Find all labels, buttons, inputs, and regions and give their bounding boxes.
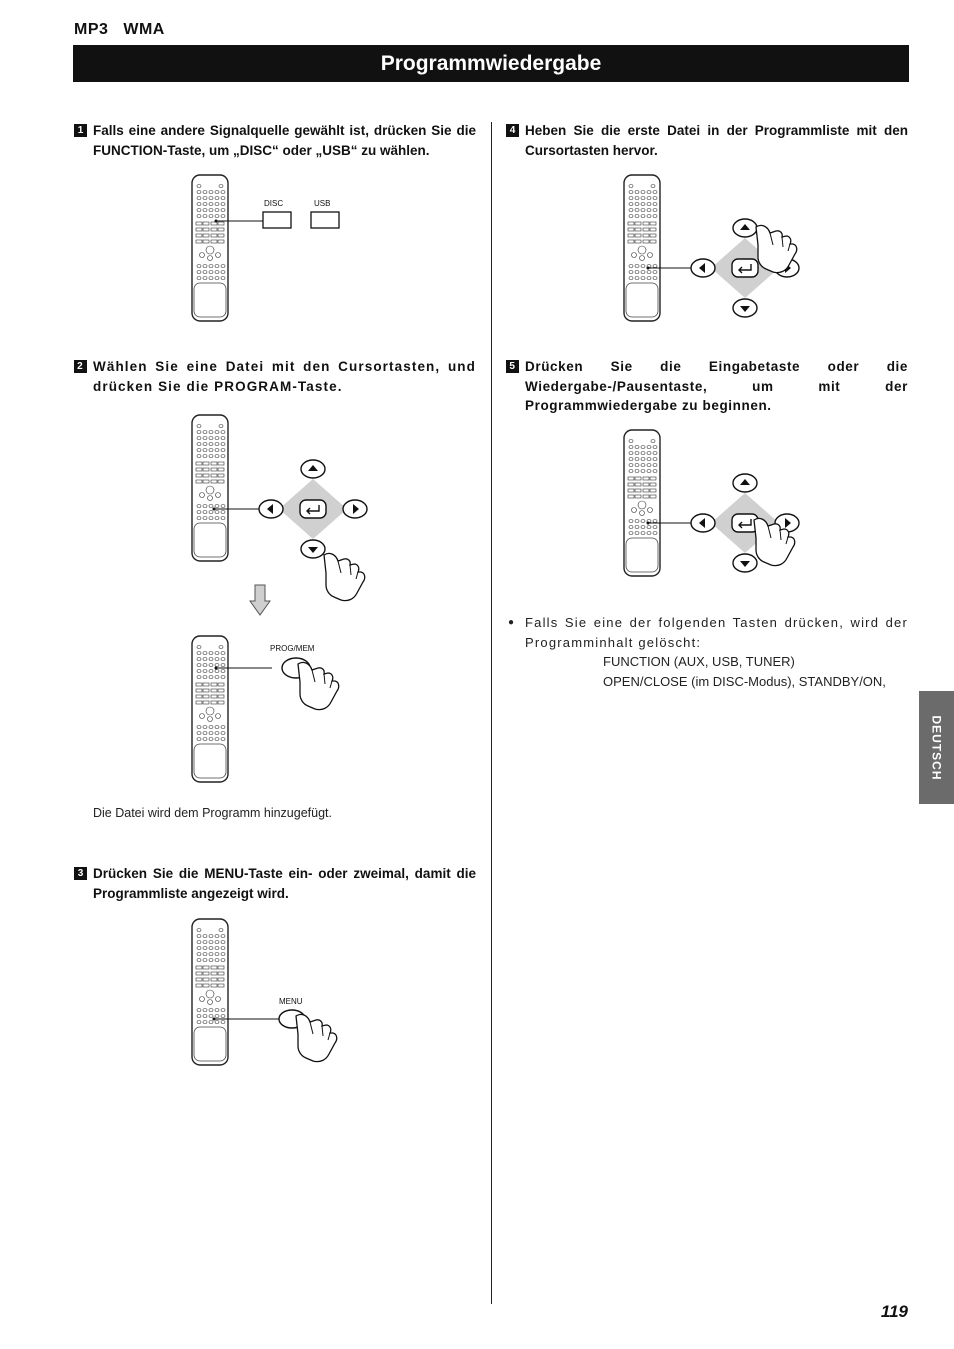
step-1-text: Falls eine andere Signalquelle gewählt ist, drücken Sie die FUNCTION-Taste, um „DISC“ oder „USB“ zu wählen. bbox=[93, 123, 476, 158]
step-number-5: 5 bbox=[506, 360, 519, 373]
step-number-1: 1 bbox=[74, 124, 87, 137]
column-divider bbox=[491, 122, 492, 1304]
bullet-line-1: FUNCTION (AUX, USB, TUNER) bbox=[603, 654, 795, 669]
bullet-icon: ● bbox=[508, 617, 515, 628]
cursor-pad-icon bbox=[259, 460, 367, 558]
remote-control-icon bbox=[192, 175, 228, 321]
step-4 bbox=[509, 121, 908, 160]
format-labels: MP3 WMA bbox=[74, 21, 165, 38]
bullet-note bbox=[508, 613, 908, 691]
step-2 bbox=[77, 357, 476, 396]
remote-control-icon bbox=[192, 415, 228, 561]
step-number-2: 2 bbox=[74, 360, 87, 373]
hand-pointer-icon bbox=[324, 553, 365, 600]
step-3 bbox=[77, 864, 476, 903]
usb-label: USB bbox=[314, 199, 331, 208]
figure-step-4 bbox=[624, 175, 804, 325]
remote-control-icon bbox=[192, 636, 228, 782]
step-number-3: 3 bbox=[74, 867, 87, 880]
language-tab bbox=[919, 691, 954, 804]
language-tab-label: DEUTSCH bbox=[929, 714, 944, 781]
figure-step-1 bbox=[192, 175, 352, 325]
page-title-bar bbox=[73, 45, 909, 82]
hand-pointer-icon bbox=[298, 662, 339, 709]
disc-button bbox=[263, 212, 291, 228]
step-5 bbox=[509, 357, 908, 416]
page-number: 119 bbox=[880, 1302, 908, 1321]
step-2-note: Die Datei wird dem Programm hinzugefügt. bbox=[93, 806, 332, 820]
step-2-text: Wählen Sie eine Datei mit den Cursortasten, und drücken Sie die PROGRAM-Taste. bbox=[93, 359, 476, 394]
menu-label: MENU bbox=[279, 997, 303, 1006]
bullet-line-2: OPEN/CLOSE (im DISC-Modus), STANDBY/ON, bbox=[603, 673, 886, 689]
bullet-text: Falls Sie eine der folgenden Tasten drücken, wird der Programminhalt gelöscht: bbox=[525, 615, 908, 650]
step-4-text: Heben Sie die erste Datei in der Programmliste mit den Cursortasten hervor. bbox=[525, 123, 908, 158]
sequence-arrow-icon bbox=[250, 585, 270, 615]
prog-mem-label: PROG/MEM bbox=[270, 644, 315, 653]
step-5-text: Drücken Sie die Eingabetaste oder die Wiedergabe-/Pausentaste, um mit der Programmwiedergabe zu beginnen. bbox=[525, 359, 908, 413]
step-3-text: Drücken Sie die MENU-Taste ein- oder zweimal, damit die Programmliste angezeigt wird. bbox=[93, 866, 476, 901]
remote-control-icon bbox=[192, 919, 228, 1065]
remote-control-icon bbox=[624, 175, 660, 321]
figure-step-2-cursor bbox=[192, 415, 372, 590]
figure-step-2-prog bbox=[192, 636, 352, 786]
figure-step-3 bbox=[192, 919, 352, 1069]
remote-control-icon bbox=[624, 430, 660, 576]
disc-label: DISC bbox=[264, 199, 284, 208]
hand-pointer-icon bbox=[296, 1014, 337, 1061]
page-title: Programmwiedergabe bbox=[380, 51, 602, 75]
figure-step-5 bbox=[624, 430, 804, 580]
usb-button bbox=[311, 212, 339, 228]
step-number-4: 4 bbox=[506, 124, 519, 137]
step-1 bbox=[77, 121, 476, 160]
